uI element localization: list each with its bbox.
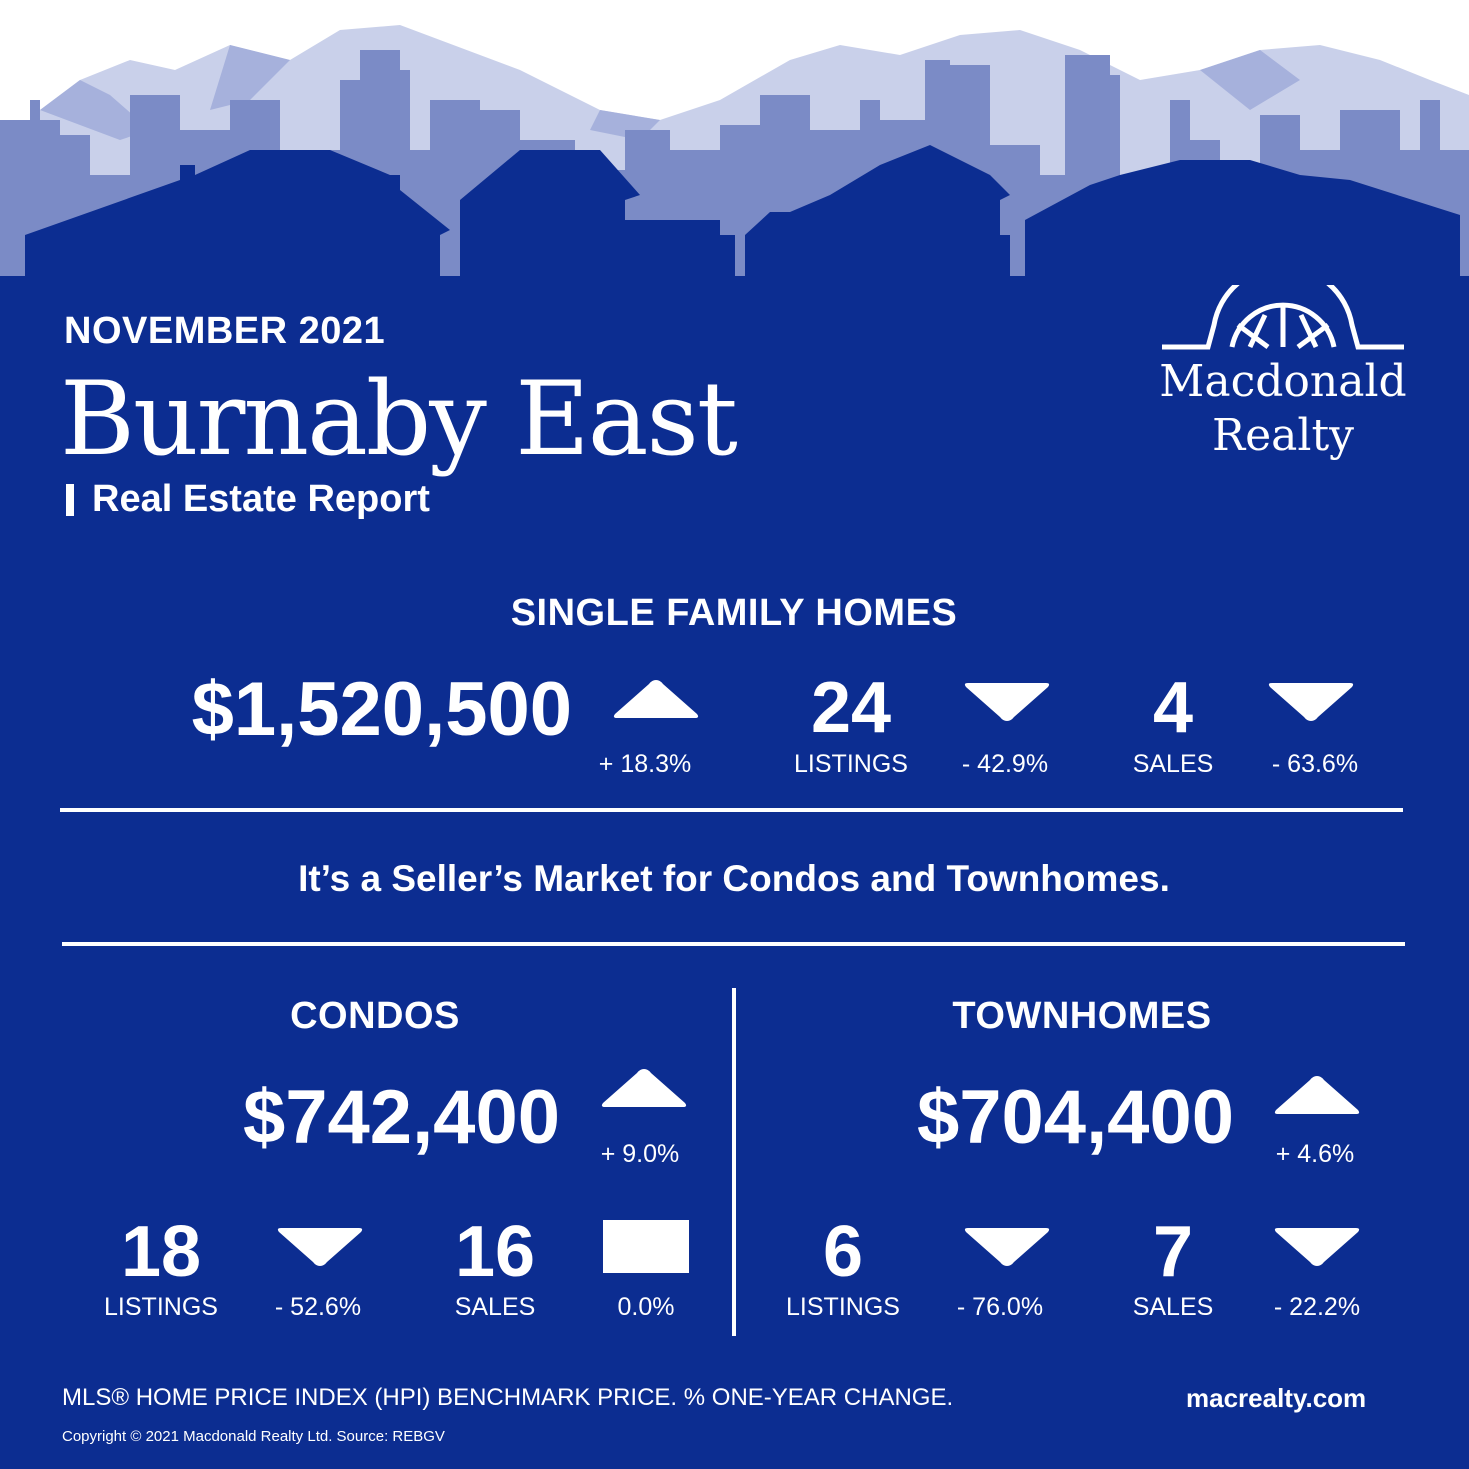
report-label: Real Estate Report [92,478,430,520]
townhomes-listings-change: - 76.0% [956,1293,1044,1321]
townhomes-sales-down-arrow-icon [1272,1225,1362,1270]
single-family-price: $1,520,500 [191,667,572,752]
price-up-arrow-icon [611,676,701,721]
single-family-listings-count: 24 [810,668,892,748]
logo-name-line1: Macdonald [1159,356,1407,407]
condos-sales-count: 16 [454,1212,536,1292]
condos-price: $742,400 [243,1075,560,1160]
condos-listings-count: 18 [120,1212,202,1292]
area-title: Burnaby East [60,360,736,479]
single-family-title: SINGLE FAMILY HOMES [510,592,958,634]
townhomes-listings-count: 6 [822,1212,864,1292]
townhomes-sales-count: 7 [1152,1212,1194,1292]
condos-sales-no-change-icon [603,1220,689,1273]
fan-window-icon [1150,285,1416,355]
condos-sales-label: SALES [454,1293,536,1321]
sales-down-arrow-icon [1266,680,1356,725]
condos-listings-change: - 52.6% [274,1293,362,1321]
townhomes-title: TOWNHOMES [952,995,1212,1037]
condos-price-change: + 9.0% [600,1140,680,1168]
townhomes-price-change: + 4.6% [1275,1140,1355,1168]
divider-top [60,808,1403,812]
townhomes-listings-down-arrow-icon [962,1225,1052,1270]
single-family-sales-count: 4 [1152,668,1194,748]
single-family-price-change: + 18.3% [598,750,692,778]
city-skyline-illustration [0,0,1469,280]
logo-name-line2: Realty [1211,410,1354,461]
condos-title: CONDOS [290,995,460,1037]
market-message: It’s a Seller’s Market for Condos and Townhomes. [298,858,1170,899]
townhomes-sales-label: SALES [1132,1293,1214,1321]
single-family-listings-change: - 42.9% [961,750,1049,778]
condos-sales-change: 0.0% [617,1293,675,1321]
condos-listings-down-arrow-icon [275,1225,365,1270]
hpi-footnote: MLS® HOME PRICE INDEX (HPI) BENCHMARK PRICE. % ONE-YEAR CHANGE. [62,1384,954,1411]
copyright-notice: Copyright © 2021 Macdonald Realty Ltd. Source: REBGV [62,1428,445,1445]
townhomes-sales-change: - 22.2% [1273,1293,1361,1321]
macdonald-realty-logo [1150,285,1416,475]
single-family-listings-label: LISTINGS [794,750,908,778]
townhomes-price-up-arrow-icon [1272,1072,1362,1117]
report-month: NOVEMBER 2021 [64,310,386,352]
divider-bottom [62,942,1405,946]
website-link[interactable]: macrealty.com [1186,1383,1367,1413]
condos-price-up-arrow-icon [599,1065,689,1110]
report-label-accent-bar [66,484,74,516]
column-divider [732,988,736,1336]
townhomes-price: $704,400 [917,1075,1234,1160]
single-family-sales-change: - 63.6% [1271,750,1359,778]
condos-listings-label: LISTINGS [104,1293,218,1321]
townhomes-listings-label: LISTINGS [786,1293,900,1321]
single-family-sales-label: SALES [1132,750,1214,778]
listings-down-arrow-icon [962,680,1052,725]
